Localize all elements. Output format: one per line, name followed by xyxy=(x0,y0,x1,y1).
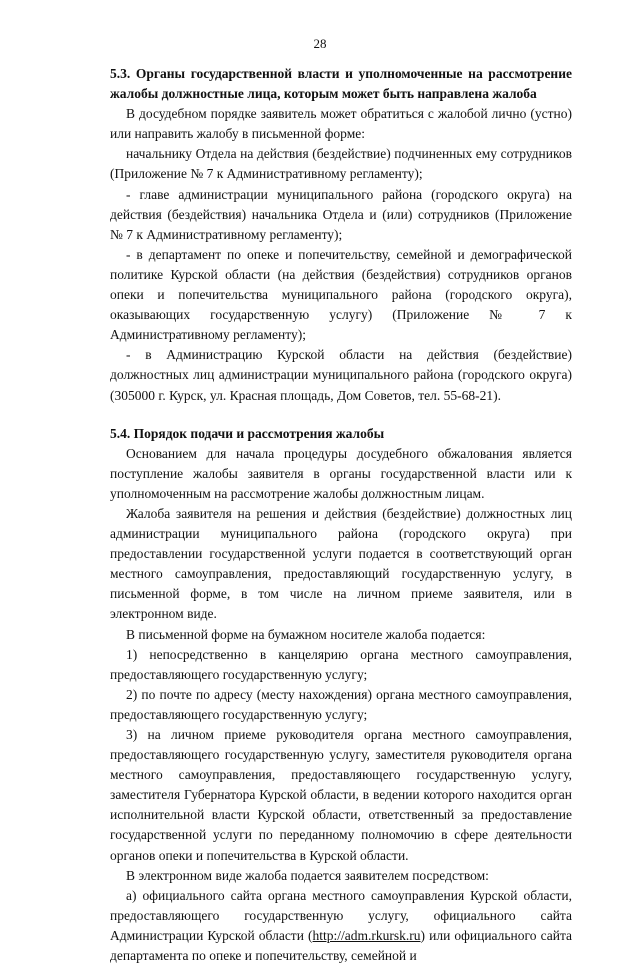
admin-site-link[interactable]: http://adm.rkursk.ru xyxy=(312,927,421,943)
paragraph: - главе администрации муниципального района (городского округа) на действия (бездействия) начальника Отдела и (или) сотрудников (Приложение № 7 к Административному регламенту); xyxy=(110,186,572,242)
paragraph: 1) непосредственно в канцелярию органа местного самоуправления, предоставляющего государственную услугу; xyxy=(110,646,572,682)
paragraph: - в Администрацию Курской области на действия (бездействие) должностных лиц администрации муниципального района (городского округа) (305000 г. Курск, ул. Красная площадь, Дом Советов, тел. 55-68-21). xyxy=(110,347,572,403)
paragraph: 2) по почте по адресу (месту нахождения) органа местного самоуправления, предоставляющего государственную услугу; xyxy=(110,686,572,722)
section-5-3-heading: 5.3. Органы государственной власти и уполномоченные на рассмотрение жалобы должностные лица, которым может быть направлена жалоба xyxy=(110,66,572,102)
paragraph: Жалоба заявителя на решения и действия (бездействие) должностных лиц администрации муниципального района (городского округа) при предоставлении государственной услуги подается в соответствующий орган местного самоуправления, предоставляющий государственную услугу, в письменной форме, в том числе на личном приеме заявителя, или в электронном виде. xyxy=(110,505,572,622)
paragraph: - в департамент по опеке и попечительству, семейной и демографической политике Курской области (на действия (бездействия) сотрудников органов опеки и попечительства муниципального района (городского округа), оказывающих государственную услугу) (Приложение № 7 к Административному регламенту); xyxy=(110,246,572,343)
paragraph-text: ) или официального сайта департамента по опеке и попечительству, семейной и xyxy=(110,927,573,964)
page-number: 28 xyxy=(313,36,327,51)
paragraph-with-link xyxy=(110,886,572,966)
paragraph: В досудебном порядке заявитель может обратиться с жалобой лично (устно) или направить жалобу в письменной форме: xyxy=(110,106,572,142)
paragraph: Основанием для начала процедуры досудебного обжалования является поступление жалобы заявителя в органы государственной власти или к уполномоченным на рассмотрение жалобы должностным лицам. xyxy=(110,445,572,501)
paragraph: начальнику Отдела на действия (бездействие) подчиненных ему сотрудников (Приложение № 7 к Административному регламенту); xyxy=(110,146,572,182)
paragraph: В письменной форме на бумажном носителе жалоба подается: xyxy=(126,626,486,642)
section-5-4-heading: 5.4. Порядок подачи и рассмотрения жалобы xyxy=(110,425,385,441)
page-body xyxy=(110,64,572,966)
paragraph-text: а) официального сайта органа местного самоуправления Курской области, предоставляющего государственную услугу, официального сайта Администрации Курской области ( xyxy=(110,887,572,943)
paragraph: В электронном виде жалоба подается заявителем посредством: xyxy=(126,867,489,883)
paragraph: 3) на личном приеме руководителя органа местного самоуправления, предоставляющего государственную услугу, заместителя руководителя органа местного самоуправления, предоставляющего государственную услугу, заместителя Губернатора Курской области, в ведении которого находится орган исполнительной власти Курской области, ответственный за предоставление государственной услуги по переданному полномочию в сфере деятельности органов опеки и попечительства в Курской области. xyxy=(110,727,572,863)
